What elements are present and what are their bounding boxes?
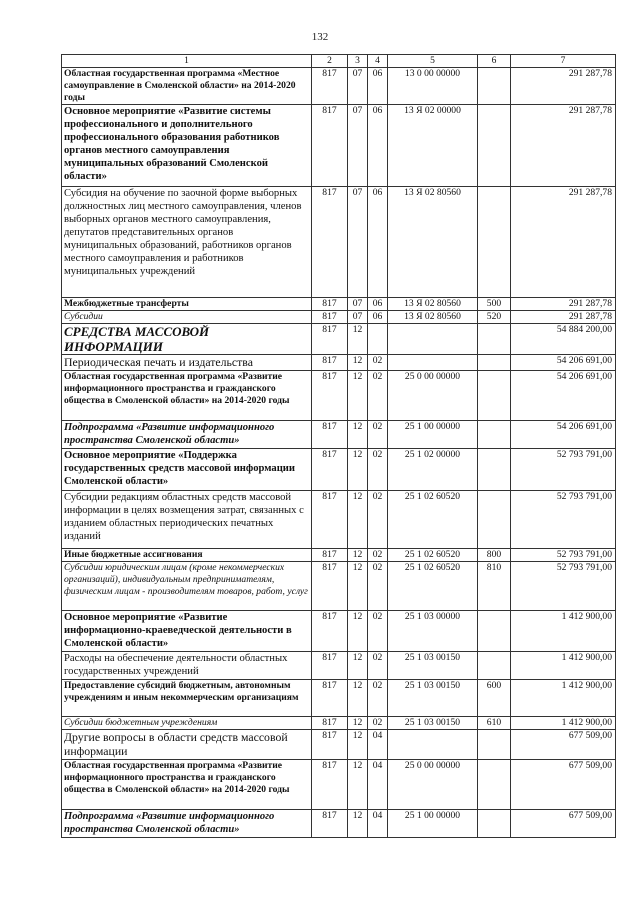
row-expense-type-cell bbox=[478, 421, 511, 449]
row-section-cell: 12 bbox=[348, 730, 368, 760]
row-amount-cell: 1 412 900,00 bbox=[511, 652, 616, 680]
row-subsection-cell: 02 bbox=[368, 680, 388, 717]
table-row bbox=[62, 105, 616, 187]
row-section-cell: 12 bbox=[348, 652, 368, 680]
header-cell-6: 6 bbox=[478, 55, 511, 68]
row-target-article-cell: 13 Я 02 80560 bbox=[388, 311, 478, 324]
row-admin-code-cell: 817 bbox=[312, 421, 348, 449]
row-expense-type-cell bbox=[478, 760, 511, 810]
table-row bbox=[62, 760, 616, 810]
row-target-article-cell: 13 Я 02 00000 bbox=[388, 105, 478, 187]
row-expense-type-cell bbox=[478, 371, 511, 421]
row-amount-cell: 54 206 691,00 bbox=[511, 371, 616, 421]
row-target-article-cell: 25 1 02 60520 bbox=[388, 562, 478, 611]
row-admin-code-cell: 817 bbox=[312, 355, 348, 371]
row-section-cell: 12 bbox=[348, 449, 368, 491]
row-target-article-cell bbox=[388, 324, 478, 355]
row-expense-type-cell bbox=[478, 810, 511, 838]
row-target-article-cell: 25 1 02 00000 bbox=[388, 449, 478, 491]
row-subsection-cell: 02 bbox=[368, 652, 388, 680]
row-target-article-cell: 25 0 00 00000 bbox=[388, 760, 478, 810]
row-subsection-cell: 04 bbox=[368, 760, 388, 810]
row-admin-code-cell: 817 bbox=[312, 449, 348, 491]
row-name-cell: Периодическая печать и издательства bbox=[62, 355, 312, 371]
budget-table bbox=[61, 54, 616, 838]
row-admin-code-cell: 817 bbox=[312, 562, 348, 611]
row-name-cell: Подпрограмма «Развитие информационного пространства Смоленской области» bbox=[62, 421, 312, 449]
row-amount-cell: 1 412 900,00 bbox=[511, 680, 616, 717]
row-subsection-cell: 02 bbox=[368, 611, 388, 652]
row-section-cell: 12 bbox=[348, 760, 368, 810]
row-target-article-cell: 25 1 03 00150 bbox=[388, 680, 478, 717]
row-amount-cell: 52 793 791,00 bbox=[511, 491, 616, 549]
row-subsection-cell: 06 bbox=[368, 298, 388, 311]
row-expense-type-cell: 500 bbox=[478, 298, 511, 311]
row-target-article-cell: 25 1 03 00150 bbox=[388, 652, 478, 680]
row-section-cell: 07 bbox=[348, 68, 368, 105]
row-admin-code-cell: 817 bbox=[312, 311, 348, 324]
row-name-cell: Основное мероприятие «Развитие системы профессионального и дополнительного профессионального образования работников органов местного самоуправления муниципальных образований Смоленской области» bbox=[62, 105, 312, 187]
header-cell-5: 5 bbox=[388, 55, 478, 68]
row-name-cell: Субсидии бюджетным учреждениям bbox=[62, 717, 312, 730]
row-target-article-cell: 25 0 00 00000 bbox=[388, 371, 478, 421]
row-admin-code-cell: 817 bbox=[312, 324, 348, 355]
row-subsection-cell bbox=[368, 324, 388, 355]
row-target-article-cell: 25 1 03 00000 bbox=[388, 611, 478, 652]
header-cell-4: 4 bbox=[368, 55, 388, 68]
table-row bbox=[62, 449, 616, 491]
row-name-cell: Предоставление субсидий бюджетным, автономным учреждениям и иным некоммерческим организациям bbox=[62, 680, 312, 717]
row-amount-cell: 291 287,78 bbox=[511, 105, 616, 187]
row-amount-cell: 52 793 791,00 bbox=[511, 449, 616, 491]
row-subsection-cell: 02 bbox=[368, 355, 388, 371]
row-admin-code-cell: 817 bbox=[312, 105, 348, 187]
row-admin-code-cell: 817 bbox=[312, 810, 348, 838]
row-admin-code-cell: 817 bbox=[312, 187, 348, 298]
row-target-article-cell: 25 1 00 00000 bbox=[388, 421, 478, 449]
header-cell-3: 3 bbox=[348, 55, 368, 68]
row-admin-code-cell: 817 bbox=[312, 491, 348, 549]
row-target-article-cell: 25 1 02 60520 bbox=[388, 549, 478, 562]
row-expense-type-cell bbox=[478, 491, 511, 549]
row-section-cell: 12 bbox=[348, 562, 368, 611]
row-amount-cell: 1 412 900,00 bbox=[511, 611, 616, 652]
row-expense-type-cell bbox=[478, 449, 511, 491]
row-section-cell: 07 bbox=[348, 187, 368, 298]
table-row bbox=[62, 187, 616, 298]
table-row bbox=[62, 652, 616, 680]
row-amount-cell: 677 509,00 bbox=[511, 730, 616, 760]
row-expense-type-cell bbox=[478, 68, 511, 105]
row-name-cell: СРЕДСТВА МАССОВОЙ ИНФОРМАЦИИ bbox=[62, 324, 312, 355]
row-expense-type-cell bbox=[478, 105, 511, 187]
table-row bbox=[62, 730, 616, 760]
row-target-article-cell: 25 1 00 00000 bbox=[388, 810, 478, 838]
table-row bbox=[62, 549, 616, 562]
row-amount-cell: 52 793 791,00 bbox=[511, 562, 616, 611]
table-row bbox=[62, 298, 616, 311]
header-cell-1: 1 bbox=[62, 55, 312, 68]
row-subsection-cell: 06 bbox=[368, 187, 388, 298]
row-section-cell: 07 bbox=[348, 311, 368, 324]
row-subsection-cell: 02 bbox=[368, 717, 388, 730]
row-amount-cell: 677 509,00 bbox=[511, 810, 616, 838]
table-row bbox=[62, 324, 616, 355]
row-admin-code-cell: 817 bbox=[312, 730, 348, 760]
row-target-article-cell: 25 1 03 00150 bbox=[388, 717, 478, 730]
row-subsection-cell: 06 bbox=[368, 105, 388, 187]
row-admin-code-cell: 817 bbox=[312, 68, 348, 105]
row-subsection-cell: 02 bbox=[368, 449, 388, 491]
row-admin-code-cell: 817 bbox=[312, 680, 348, 717]
row-name-cell: Основное мероприятие «Развитие информационно-краеведческой деятельности в Смоленской области» bbox=[62, 611, 312, 652]
row-section-cell: 12 bbox=[348, 491, 368, 549]
row-admin-code-cell: 817 bbox=[312, 717, 348, 730]
row-amount-cell: 1 412 900,00 bbox=[511, 717, 616, 730]
row-section-cell: 12 bbox=[348, 324, 368, 355]
row-subsection-cell: 06 bbox=[368, 311, 388, 324]
row-section-cell: 12 bbox=[348, 717, 368, 730]
row-subsection-cell: 02 bbox=[368, 562, 388, 611]
row-amount-cell: 54 206 691,00 bbox=[511, 421, 616, 449]
row-expense-type-cell bbox=[478, 611, 511, 652]
row-expense-type-cell: 800 bbox=[478, 549, 511, 562]
row-admin-code-cell: 817 bbox=[312, 611, 348, 652]
row-section-cell: 12 bbox=[348, 355, 368, 371]
row-expense-type-cell bbox=[478, 652, 511, 680]
row-name-cell: Расходы на обеспечение деятельности областных государственных учреждений bbox=[62, 652, 312, 680]
row-amount-cell: 291 287,78 bbox=[511, 187, 616, 298]
row-target-article-cell: 13 Я 02 80560 bbox=[388, 187, 478, 298]
row-section-cell: 12 bbox=[348, 680, 368, 717]
header-cell-7: 7 bbox=[511, 55, 616, 68]
row-section-cell: 12 bbox=[348, 810, 368, 838]
row-amount-cell: 54 884 200,00 bbox=[511, 324, 616, 355]
row-name-cell: Иные бюджетные ассигнования bbox=[62, 549, 312, 562]
row-name-cell: Субсидии юридическим лицам (кроме некоммерческих организаций), индивидуальным предпринимателям, физическим лицам - производителям товаров, работ, услуг bbox=[62, 562, 312, 611]
row-expense-type-cell bbox=[478, 730, 511, 760]
row-name-cell: Субсидия на обучение по заочной форме выборных должностных лиц местного самоуправления, членов выборных органов местного самоуправления, депутатов представительных органов муниципальных образований, работников органов местного самоуправления и работников муниципальных учреждений bbox=[62, 187, 312, 298]
table-row bbox=[62, 562, 616, 611]
table-row bbox=[62, 717, 616, 730]
row-name-cell: Субсидии редакциям областных средств массовой информации в целях возмещения затрат, связанных с изданием областных периодических печатных изданий bbox=[62, 491, 312, 549]
row-name-cell: Межбюджетные трансферты bbox=[62, 298, 312, 311]
row-subsection-cell: 02 bbox=[368, 371, 388, 421]
row-name-cell: Областная государственная программа «Местное самоуправление в Смоленской области» на 2014-2020 годы bbox=[62, 68, 312, 105]
row-amount-cell: 291 287,78 bbox=[511, 68, 616, 105]
table-row bbox=[62, 680, 616, 717]
row-expense-type-cell: 610 bbox=[478, 717, 511, 730]
row-expense-type-cell bbox=[478, 187, 511, 298]
row-name-cell: Другие вопросы в области средств массовой информации bbox=[62, 730, 312, 760]
table-row bbox=[62, 371, 616, 421]
row-name-cell: Областная государственная программа «Развитие информационного пространства и гражданского общества в Смоленской области» на 2014-2020 годы bbox=[62, 371, 312, 421]
row-subsection-cell: 02 bbox=[368, 491, 388, 549]
row-admin-code-cell: 817 bbox=[312, 760, 348, 810]
row-expense-type-cell: 810 bbox=[478, 562, 511, 611]
row-name-cell: Основное мероприятие «Поддержка государственных средств массовой информации Смоленской области» bbox=[62, 449, 312, 491]
row-admin-code-cell: 817 bbox=[312, 652, 348, 680]
row-target-article-cell: 25 1 02 60520 bbox=[388, 491, 478, 549]
table-header-row bbox=[62, 55, 616, 68]
row-amount-cell: 52 793 791,00 bbox=[511, 549, 616, 562]
table-row bbox=[62, 611, 616, 652]
row-target-article-cell: 13 0 00 00000 bbox=[388, 68, 478, 105]
table-row bbox=[62, 810, 616, 838]
table-row bbox=[62, 355, 616, 371]
row-amount-cell: 54 206 691,00 bbox=[511, 355, 616, 371]
row-section-cell: 12 bbox=[348, 611, 368, 652]
row-expense-type-cell: 600 bbox=[478, 680, 511, 717]
row-amount-cell: 291 287,78 bbox=[511, 311, 616, 324]
row-section-cell: 07 bbox=[348, 298, 368, 311]
row-amount-cell: 677 509,00 bbox=[511, 760, 616, 810]
row-subsection-cell: 02 bbox=[368, 421, 388, 449]
row-expense-type-cell: 520 bbox=[478, 311, 511, 324]
row-name-cell: Субсидии bbox=[62, 311, 312, 324]
table-row bbox=[62, 311, 616, 324]
row-target-article-cell bbox=[388, 355, 478, 371]
page-number: 132 bbox=[311, 31, 329, 43]
row-admin-code-cell: 817 bbox=[312, 298, 348, 311]
row-subsection-cell: 02 bbox=[368, 549, 388, 562]
row-expense-type-cell bbox=[478, 355, 511, 371]
table-row bbox=[62, 68, 616, 105]
row-admin-code-cell: 817 bbox=[312, 371, 348, 421]
row-section-cell: 07 bbox=[348, 105, 368, 187]
row-section-cell: 12 bbox=[348, 421, 368, 449]
row-name-cell: Подпрограмма «Развитие информационного пространства Смоленской области» bbox=[62, 810, 312, 838]
row-amount-cell: 291 287,78 bbox=[511, 298, 616, 311]
row-subsection-cell: 04 bbox=[368, 730, 388, 760]
row-section-cell: 12 bbox=[348, 549, 368, 562]
row-subsection-cell: 04 bbox=[368, 810, 388, 838]
row-section-cell: 12 bbox=[348, 371, 368, 421]
table-row bbox=[62, 421, 616, 449]
row-expense-type-cell bbox=[478, 324, 511, 355]
row-target-article-cell bbox=[388, 730, 478, 760]
header-cell-2: 2 bbox=[312, 55, 348, 68]
row-admin-code-cell: 817 bbox=[312, 549, 348, 562]
row-subsection-cell: 06 bbox=[368, 68, 388, 105]
row-name-cell: Областная государственная программа «Развитие информационного пространства и гражданского общества в Смоленской области» на 2014-2020 годы bbox=[62, 760, 312, 810]
row-target-article-cell: 13 Я 02 80560 bbox=[388, 298, 478, 311]
table-row bbox=[62, 491, 616, 549]
